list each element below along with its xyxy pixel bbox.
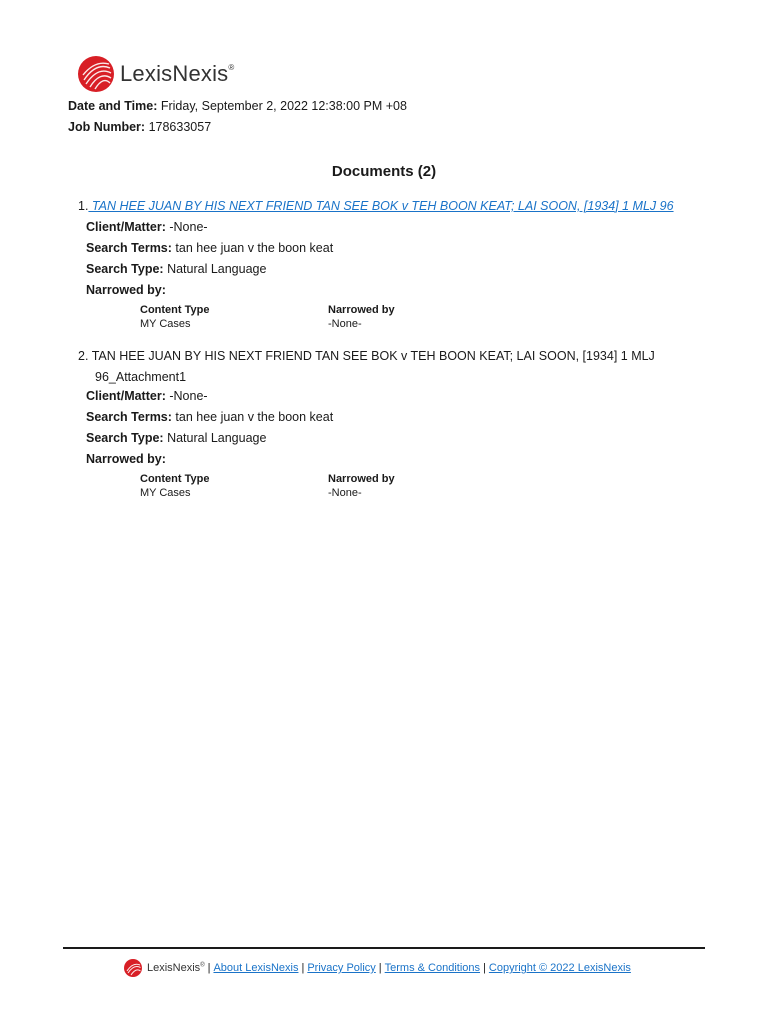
client-label: Client/Matter: bbox=[86, 220, 166, 234]
document-1-title-row bbox=[78, 196, 698, 217]
lexisnexis-globe-icon bbox=[123, 958, 143, 978]
document-2-client-row bbox=[86, 389, 208, 403]
document-2-number: 2. bbox=[78, 349, 89, 363]
date-time-row bbox=[68, 99, 407, 113]
document-1-narrowed-row bbox=[86, 283, 166, 297]
narrowed-label: Narrowed by: bbox=[86, 452, 166, 466]
job-value: 178633057 bbox=[148, 120, 212, 134]
document-2-col1-header: Content Type bbox=[140, 473, 210, 485]
document-1-col2-value: -None- bbox=[328, 318, 362, 330]
document-1-terms-row bbox=[86, 241, 333, 255]
document-2-title-line2: 96_Attachment1 bbox=[95, 370, 187, 384]
type-value: Natural Language bbox=[167, 431, 267, 445]
date-label: Date and Time: bbox=[68, 99, 158, 113]
lexisnexis-logo bbox=[76, 54, 234, 94]
about-link[interactable]: About LexisNexis bbox=[213, 962, 299, 974]
document-2-narrowed-row bbox=[86, 452, 166, 466]
type-label: Search Type: bbox=[86, 262, 164, 276]
lexisnexis-globe-icon bbox=[76, 54, 116, 94]
narrowed-label: Narrowed by: bbox=[86, 283, 166, 297]
document-1-client-row bbox=[86, 220, 208, 234]
client-label: Client/Matter: bbox=[86, 389, 166, 403]
copyright-link[interactable]: Copyright © 2022 LexisNexis bbox=[488, 962, 631, 974]
type-label: Search Type: bbox=[86, 431, 164, 445]
document-2-col2-header: Narrowed by bbox=[328, 473, 395, 485]
client-value: -None- bbox=[169, 220, 208, 234]
document-1-col1-value: MY Cases bbox=[140, 318, 191, 330]
footer-separator: | bbox=[301, 962, 305, 974]
document-2-title-row bbox=[78, 346, 698, 388]
footer-registered-mark: ® bbox=[200, 962, 205, 969]
terms-label: Search Terms: bbox=[86, 241, 172, 255]
registered-mark: ® bbox=[228, 63, 235, 72]
terms-label: Search Terms: bbox=[86, 410, 172, 424]
footer-divider bbox=[63, 947, 705, 949]
footer-brand: LexisNexis bbox=[147, 962, 201, 974]
footer-separator: | bbox=[207, 962, 211, 974]
footer-separator: | bbox=[378, 962, 382, 974]
document-2-type-row bbox=[86, 431, 266, 445]
terms-value: tan hee juan v the boon keat bbox=[175, 410, 334, 424]
terms-conditions-link[interactable]: Terms & Conditions bbox=[384, 962, 481, 974]
document-1-col1-header: Content Type bbox=[140, 304, 210, 316]
documents-heading: Documents (2) bbox=[331, 163, 437, 180]
document-2-title-line1: TAN HEE JUAN BY HIS NEXT FRIEND TAN SEE BOK v TEH BOON KEAT; LAI SOON, [1934] 1 MLJ bbox=[91, 349, 655, 363]
footer bbox=[123, 958, 631, 978]
job-number-row bbox=[68, 120, 211, 134]
document-2-terms-row bbox=[86, 410, 333, 424]
document-1-link[interactable]: TAN HEE JUAN BY HIS NEXT FRIEND TAN SEE BOK v TEH BOON KEAT; LAI SOON, [1934] 1 MLJ 96 bbox=[88, 199, 674, 213]
brand-name: LexisNexis bbox=[120, 61, 229, 86]
type-value: Natural Language bbox=[167, 262, 267, 276]
job-label: Job Number: bbox=[68, 120, 146, 134]
document-1-type-row bbox=[86, 262, 266, 276]
document-2-col2-value: -None- bbox=[328, 487, 362, 499]
client-value: -None- bbox=[169, 389, 208, 403]
date-value: Friday, September 2, 2022 12:38:00 PM +08 bbox=[160, 99, 407, 113]
privacy-policy-link[interactable]: Privacy Policy bbox=[307, 962, 376, 974]
footer-separator: | bbox=[483, 962, 486, 974]
document-2-col1-value: MY Cases bbox=[140, 487, 191, 499]
document-1-number: 1. bbox=[78, 199, 89, 213]
document-1-col2-header: Narrowed by bbox=[328, 304, 395, 316]
terms-value: tan hee juan v the boon keat bbox=[175, 241, 334, 255]
